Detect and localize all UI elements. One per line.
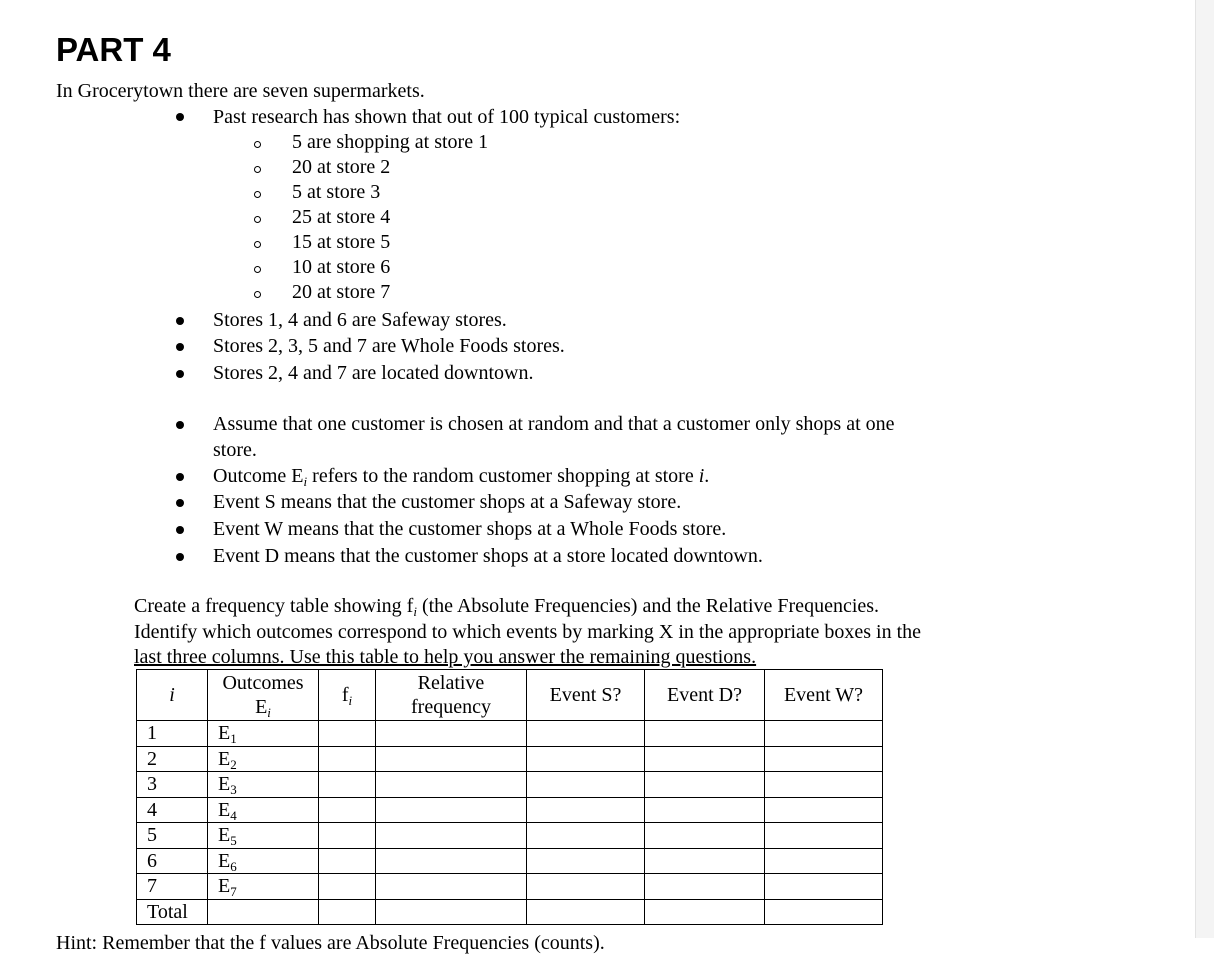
cut-off-hint-text: Hint: Remember that the f values are Absolute Frequencies (counts). [56,932,605,954]
row-outcome: $E_1$ [208,721,319,747]
row-index: 3 [137,772,208,798]
header-event-w: Event W? [765,670,883,721]
bullet-icon [176,370,184,378]
event-s-cell[interactable] [527,797,645,823]
sub-bullet-icon [254,266,261,273]
event-s-cell[interactable] [527,874,645,900]
row-index: 6 [137,848,208,874]
store-count-item: 5 at store 3 [292,181,381,203]
row-index: 7 [137,874,208,900]
row-outcome: $E_7$ [208,874,319,900]
store-count-item: 10 at store 6 [292,256,391,278]
total-cell[interactable] [208,899,319,925]
header-event-s: Event S? [527,670,645,721]
instructions-paragraph: Create a frequency table showing $f_i$ (the Absolute Frequencies) and the Relative Frequencies. Identify which outcomes correspond to which events by marking X in the appropriate boxes in the last three columns. Use this table to help you answer the remaining questions. [134,595,922,668]
bullet-icon [176,317,184,325]
relative-frequency-cell[interactable] [376,797,527,823]
event-w-cell[interactable] [765,797,883,823]
total-cell[interactable] [645,899,765,925]
research-intro: Past research has shown that out of 100 typical customers: [213,106,681,128]
f-cell[interactable] [319,797,376,823]
table-body [137,721,883,900]
sub-bullet-icon [254,141,261,148]
store-count-item: 25 at store 4 [292,206,391,228]
event-w-cell[interactable] [765,874,883,900]
relative-frequency-cell[interactable] [376,874,527,900]
event-w-cell[interactable] [765,721,883,747]
event-d-cell[interactable] [645,823,765,849]
store-count-item: 5 are shopping at store 1 [292,131,489,153]
row-index: 2 [137,746,208,772]
event-s-cell[interactable] [527,848,645,874]
relative-frequency-cell[interactable] [376,746,527,772]
event-s-cell[interactable] [527,721,645,747]
relative-frequency-cell[interactable] [376,848,527,874]
event-definition: Event S means that the customer shops at a Safeway store. [213,491,682,513]
total-cell[interactable] [376,899,527,925]
event-d-cell[interactable] [645,797,765,823]
store-count-item: 15 at store 5 [292,231,391,253]
f-cell[interactable] [319,874,376,900]
bullet-icon [176,343,184,351]
f-cell[interactable] [319,721,376,747]
vertical-scrollbar[interactable] [1195,0,1214,938]
table-row [137,772,883,798]
store-fact: Stores 2, 4 and 7 are located downtown. [213,362,534,384]
row-outcome: $E_3$ [208,772,319,798]
bullet-icon [176,473,184,481]
bullet-icon [176,526,184,534]
sub-bullet-icon [254,291,261,298]
event-definition: Event W means that the customer shops at a Whole Foods store. [213,518,727,540]
table-row [137,746,883,772]
relative-frequency-cell[interactable] [376,823,527,849]
event-d-cell[interactable] [645,772,765,798]
header-f: $f_i$ [319,670,376,721]
f-cell[interactable] [319,823,376,849]
table-total-row [137,899,883,925]
total-cell[interactable] [765,899,883,925]
table-row [137,848,883,874]
store-fact: Stores 2, 3, 5 and 7 are Whole Foods stores. [213,335,565,357]
frequency-table [136,669,883,925]
sub-bullet-icon [254,216,261,223]
event-d-cell[interactable] [645,721,765,747]
relative-frequency-cell[interactable] [376,721,527,747]
sub-bullet-icon [254,191,261,198]
f-cell[interactable] [319,772,376,798]
table-row [137,874,883,900]
row-index: 4 [137,797,208,823]
row-outcome: $E_5$ [208,823,319,849]
event-w-cell[interactable] [765,772,883,798]
page-heading: PART 4 [56,31,171,68]
total-cell[interactable] [319,899,376,925]
store-count-item: 20 at store 7 [292,281,391,303]
bullet-icon [176,499,184,507]
total-cell[interactable] [527,899,645,925]
event-definition: Event D means that the customer shops at a store located downtown. [213,545,763,567]
intro-text: In Grocerytown there are seven supermarkets. [56,80,425,102]
event-d-cell[interactable] [645,848,765,874]
bullet-icon [176,421,184,429]
assumption-text-cont: store. [213,439,257,461]
header-outcomes: Outcomes $E_i$ [208,670,319,721]
event-s-cell[interactable] [527,772,645,798]
table-row [137,721,883,747]
store-count-item: 20 at store 2 [292,156,391,178]
assumption-text: Assume that one customer is chosen at random and that a customer only shops at one [213,413,895,435]
header-relative-frequency: Relative frequency [376,670,527,721]
event-w-cell[interactable] [765,848,883,874]
header-event-d: Event D? [645,670,765,721]
event-d-cell[interactable] [645,874,765,900]
store-fact: Stores 1, 4 and 6 are Safeway stores. [213,309,507,331]
relative-frequency-cell[interactable] [376,772,527,798]
event-s-cell[interactable] [527,823,645,849]
event-w-cell[interactable] [765,823,883,849]
event-w-cell[interactable] [765,746,883,772]
row-outcome: $E_2$ [208,746,319,772]
row-outcome: $E_4$ [208,797,319,823]
table-row [137,797,883,823]
f-cell[interactable] [319,848,376,874]
row-index: 5 [137,823,208,849]
row-index: 1 [137,721,208,747]
outcome-definition: Outcome $E_i$ refers to the random customer shopping at store i. [213,465,710,489]
table-header-row [137,670,883,721]
header-i: i [137,670,208,721]
sub-bullet-icon [254,166,261,173]
table-row [137,823,883,849]
event-s-cell[interactable] [527,746,645,772]
row-outcome: $E_6$ [208,848,319,874]
total-label: Total [137,899,208,925]
bullet-icon [176,553,184,561]
bullet-icon [176,113,184,121]
f-cell[interactable] [319,746,376,772]
sub-bullet-icon [254,241,261,248]
event-d-cell[interactable] [645,746,765,772]
